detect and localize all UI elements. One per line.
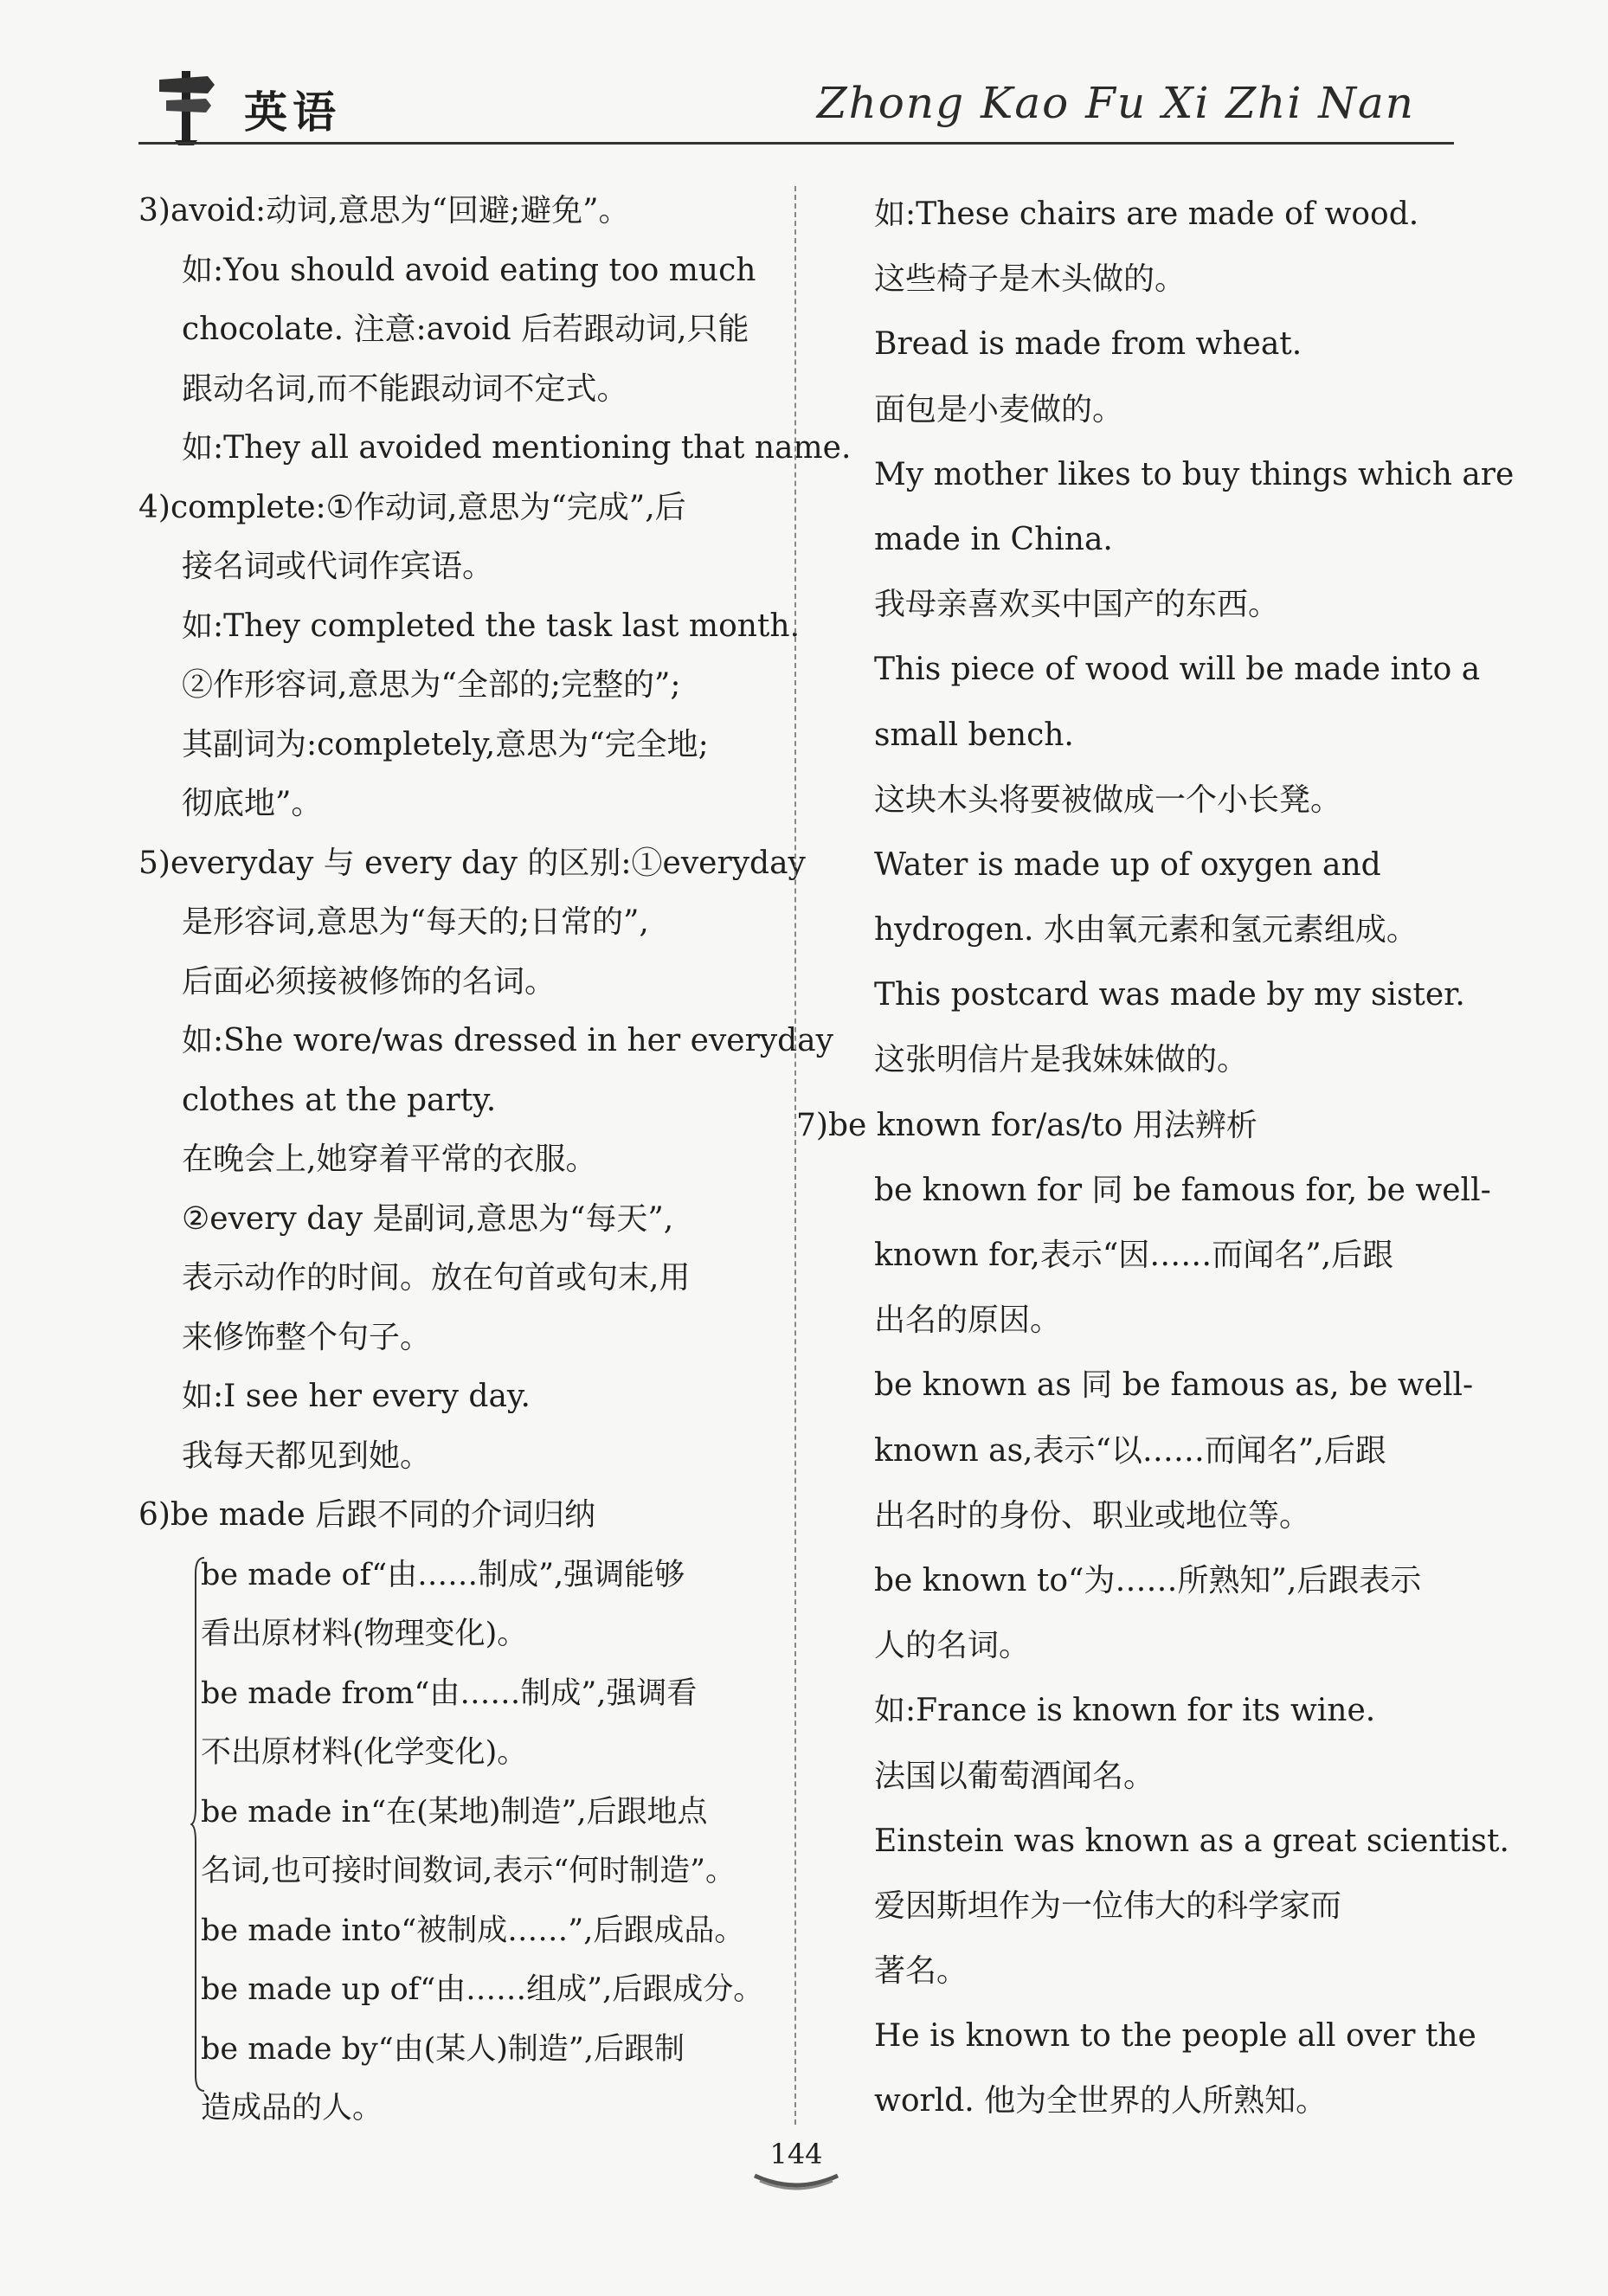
text-line: 这张明信片是我妹妹做的。: [874, 1042, 1249, 1078]
text-line: 6)be made 后跟不同的介词归纳: [138, 1497, 596, 1533]
signpost-logo-icon: [156, 68, 216, 145]
text-line: 出名时的身份、职业或地位等。: [874, 1497, 1311, 1534]
brace-list-line: be made by“由(某人)制造”,后跟制: [201, 2031, 685, 2067]
text-line: clothes at the party.: [182, 1082, 497, 1118]
text-line: This piece of wood will be made into a: [874, 652, 1481, 688]
text-line: My mother likes to buy things which are: [874, 456, 1515, 492]
text-line: made in China.: [874, 521, 1113, 557]
text-line: world. 他为全世界的人所熟知。: [874, 2083, 1328, 2119]
text-line: 来修饰整个句子。: [182, 1319, 432, 1355]
book-title: Zhong Kao Fu Xi Zhi Nan: [816, 78, 1415, 128]
text-line: Einstein was known as a great scientist.: [874, 1823, 1509, 1859]
text-line: 如:They all avoided mentioning that name.: [182, 430, 852, 466]
subject-title: 英语: [244, 87, 341, 138]
text-line: Water is made up of oxygen and: [874, 846, 1381, 883]
text-line: 著名。: [874, 1953, 968, 1990]
text-line: be known for 同 be famous for, be well-: [874, 1172, 1491, 1208]
brace-list-line: 不出原材料(化学变化)。: [201, 1735, 528, 1770]
text-line: 彻底地”。: [182, 786, 323, 821]
text-line: 4)complete:①作动词,意思为“完成”,后: [138, 489, 686, 525]
text-line: 我母亲喜欢买中国产的东西。: [874, 587, 1280, 623]
page-header: [138, 61, 1454, 147]
text-line: 出名的原因。: [874, 1302, 1062, 1339]
brace-list-line: 名词,也可接时间数词,表示“何时制造”。: [201, 1854, 736, 1888]
brace-list-line: be made in“在(某地)制造”,后跟地点: [201, 1794, 708, 1830]
text-line: 人的名词。: [874, 1628, 1031, 1664]
text-line: 7)be known for/as/to 用法辨析: [796, 1107, 1257, 1143]
page-number-ornament-icon: [751, 2169, 841, 2191]
text-line: small bench.: [874, 717, 1074, 753]
text-line: 这些椅子是木头做的。: [874, 261, 1187, 298]
text-line: 在晚会上,她穿着平常的衣服。: [182, 1142, 597, 1177]
text-line: 表示动作的时间。放在句首或句末,用: [182, 1260, 691, 1296]
text-line: 跟动名词,而不能跟动词不定式。: [182, 370, 628, 407]
text-line: be known to“为……所熟知”,后跟表示: [874, 1562, 1422, 1598]
brace-list-line: be made of“由……制成”,强调能够: [201, 1557, 685, 1592]
brace-list-line: 造成品的人。: [201, 2091, 383, 2126]
text-line: 如:These chairs are made of wood.: [874, 196, 1419, 232]
left-column: [138, 182, 852, 2138]
text-line: chocolate. 注意:avoid 后若跟动词,只能: [182, 312, 749, 347]
text-line: Bread is made from wheat.: [874, 326, 1302, 363]
text-line: be known as 同 be famous as, be well-: [874, 1367, 1474, 1404]
brace-list-line: 看出原材料(物理变化)。: [201, 1617, 528, 1651]
text-line: 如:France is known for its wine.: [874, 1693, 1376, 1729]
brace-list-line: be made up of“由……组成”,后跟成分。: [201, 1972, 764, 2007]
text-line: 爱因斯坦作为一位伟大的科学家而: [874, 1888, 1342, 1924]
text-line: 面包是小麦做的。: [874, 391, 1124, 428]
text-line: hydrogen. 水由氧元素和氢元素组成。: [874, 912, 1418, 949]
text-line: 如:I see her every day.: [182, 1379, 531, 1414]
text-line: ②作形容词,意思为“全部的;完整的”;: [182, 667, 681, 703]
text-line: 5)everyday 与 every day 的区别:①everyday: [138, 845, 806, 881]
brace-list-line: be made into“被制成……”,后跟成品。: [201, 1913, 745, 1948]
text-line: 其副词为:completely,意思为“完全地;: [182, 726, 709, 762]
text-line: 3)avoid:动词,意思为“回避;避免”。: [138, 193, 630, 228]
page-number: 144: [769, 2138, 823, 2171]
be-made-preposition-list: [138, 1546, 775, 2138]
text-line: 如:She wore/was dressed in her everyday: [182, 1023, 833, 1058]
header-divider: [138, 142, 1454, 145]
text-line: This postcard was made by my sister.: [874, 977, 1465, 1013]
page-footer: [744, 2138, 848, 2198]
text-line: 后面必须接被修饰的名词。: [182, 963, 556, 1000]
right-column: [796, 182, 1515, 2134]
text-line: 接名词或代词作宾语。: [182, 549, 494, 584]
brace-list-line: be made from“由……制成”,强调看: [201, 1675, 698, 1711]
text-line: 如:You should avoid eating too much: [182, 252, 756, 288]
text-line: He is known to the people all over the: [874, 2018, 1476, 2055]
text-line: 这块木头将要被做成一个小长凳。: [874, 781, 1342, 818]
text-line: ②every day 是副词,意思为“每天”,: [182, 1200, 674, 1237]
text-line: 我每天都见到她。: [182, 1437, 432, 1474]
text-line: 是形容词,意思为“每天的;日常的”,: [182, 904, 649, 940]
text-line: known for,表示“因……而闻名”,后跟: [874, 1238, 1394, 1273]
text-line: 法国以葡萄酒闻名。: [874, 1758, 1155, 1794]
text-line: 如:They completed the task last month.: [182, 608, 801, 644]
text-line: known as,表示“以……而闻名”,后跟: [874, 1432, 1386, 1469]
